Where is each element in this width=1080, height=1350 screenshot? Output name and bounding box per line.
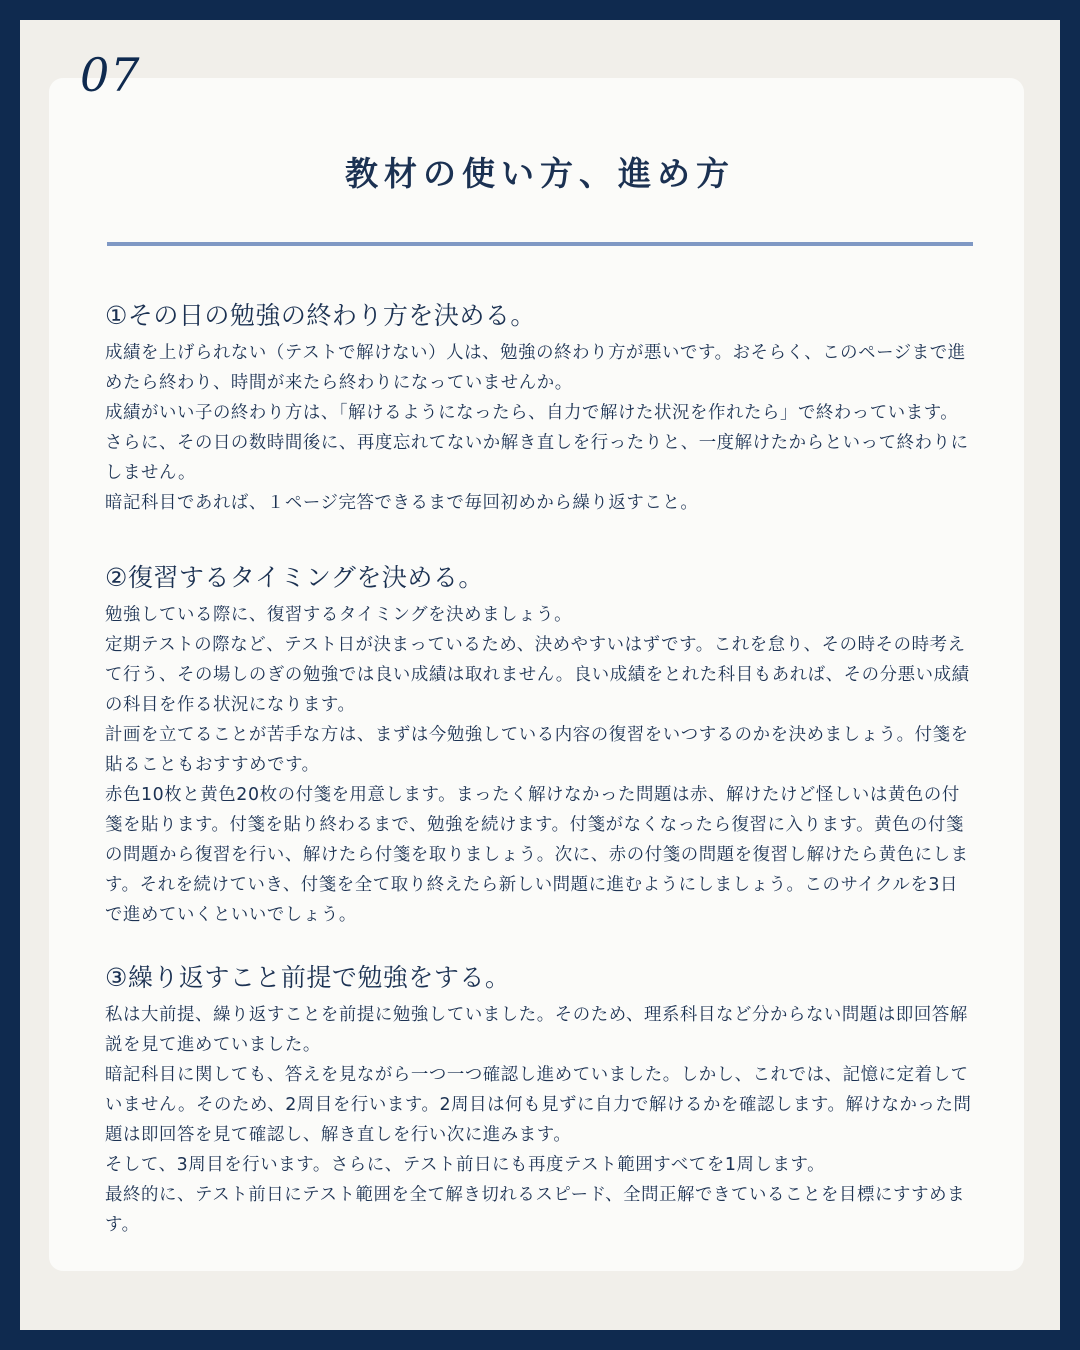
paragraph: 暗記科目であれば、１ページ完答できるまで毎回初めから繰り返すこと。	[105, 493, 699, 513]
section-heading: ②復習するタイミングを決める。	[105, 563, 484, 592]
page-number: 07	[80, 48, 141, 102]
page-title: 教材の使い方、進め方	[345, 154, 735, 193]
paragraph: 最終的に、テスト前日にテスト範囲を全て解き切れるスピード、全問正解できていることを目標にすすめます。	[105, 1185, 966, 1235]
paragraph: 赤色10枚と黄色20枚の付箋を用意します。まったく解けなかった問題は赤、解けたけど怪しいは黄色の付箋を貼ります。付箋を貼り終わるまで、勉強を続けます。付箋がなくなったら復習に入ります。黄色の付箋の問題から復習を行い、解けたら付箋を取りましょう。次に、赤の付箋の問題を復習し解けたら黄色にします。それを続けていき、付箋を全て取り終えたら新しい問題に進むようにしましょう。このサイクルを3日で進めていくといいでしょう。	[105, 785, 969, 925]
section-review-timing	[105, 558, 975, 930]
section-heading: ①その日の勉強の終わり方を決める。	[105, 301, 536, 330]
title-divider	[107, 242, 973, 246]
paragraph: 計画を立てることが苦手な方は、まずは今勉強している内容の復習をいつするのかを決めましょう。付箋を貼ることもおすすめです。	[105, 725, 969, 775]
paragraph: 成績を上げられない（テストで解けない）人は、勉強の終わり方が悪いです。おそらく、このページまで進めたら終わり、時間が来たら終わりになっていませんか。	[105, 343, 966, 393]
paragraph: そして、3周目を行います。さらに、テスト前日にも再度テスト範囲すべてを1周します。	[105, 1155, 826, 1175]
paragraph: 定期テストの際など、テスト日が決まっているため、決めやすいはずです。これを怠り、その時その時考えて行う、その場しのぎの勉強では良い成績は取れません。良い成績をとれた科目もあれば、その分悪い成績の科目を作る状況になります。	[105, 635, 970, 715]
paragraph: 成績がいい子の終わり方は、「解けるようになったら、自力で解けた状況を作れたら」で終わっています。さらに、その日の数時間後に、再度忘れてないか解き直しを行ったりと、一度解けたからといって終わりにしません。	[105, 403, 969, 483]
section-repeat-premise	[105, 958, 975, 1240]
paragraph: 暗記科目に関しても、答えを見ながら一つ一つ確認し進めていました。しかし、これでは、記憶に定着していません。そのため、2周目を行います。2周目は何も見ずに自力で解けるかを確認します。解けなかった問題は即回答を見て確認し、解き直しを行い次に進みます。	[105, 1065, 972, 1145]
paragraph: 私は大前提、繰り返すことを前提に勉強していました。そのため、理系科目など分からない問題は即回答解説を見て進めていました。	[105, 1005, 968, 1055]
section-end-of-study	[105, 296, 975, 518]
section-heading: ③繰り返すこと前提で勉強をする。	[105, 963, 511, 992]
paragraph: 勉強している際に、復習するタイミングを決めましょう。	[105, 605, 573, 625]
